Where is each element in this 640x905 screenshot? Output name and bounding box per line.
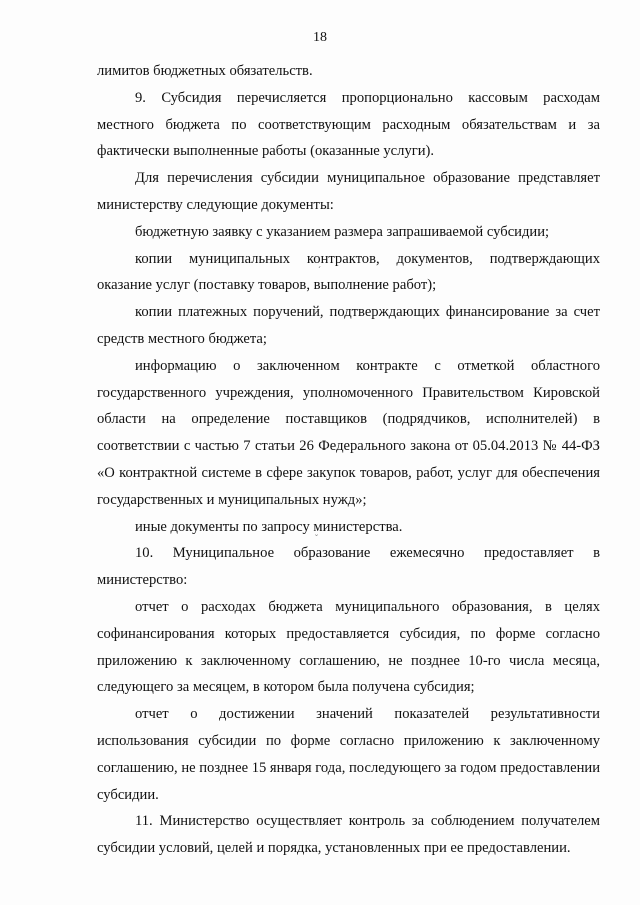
paragraph: копии платежных поручений, подтверждающих финансирование за счет средств местного бюджета; <box>97 304 600 347</box>
paragraph: копии муниципальных контрактов, документов, подтверждающих оказание услуг (поставку товаров, выполнение работ); <box>97 250 600 294</box>
paragraph: Для перечисления субсидии муниципальное образование представляет министерству следующие документы: <box>97 170 600 213</box>
stray-mark: ˘ <box>315 533 318 543</box>
paragraph: 9. Субсидия перечисляется пропорционально кассовым расходам местного бюджета по соответствующим расходным обязательствам и за фактически выполненные работы (оказанные услуги). <box>97 89 600 160</box>
paragraph: 10. Муниципальное образование ежемесячно предоставляет в министерство: <box>97 545 600 589</box>
paragraph: информацию о заключенном контракте с отметкой областного государственного учреждения, уполномоченного Правительством Кировской области на определение поставщиков (подрядчиков, исполнителей) в соответствии с частью 7 статьи 26 Федерального закона от 05.04.2013 № 44-ФЗ «О контрактной системе в сфере закупок товаров, работ, услуг для обеспечения государственных и муниципальных нужд»; <box>97 357 600 508</box>
paragraph: лимитов бюджетных обязательств. <box>97 63 313 79</box>
paragraph: иные документы по запросу министерства. <box>135 518 403 535</box>
stray-mark: ´ <box>318 265 321 275</box>
document-body <box>97 58 600 862</box>
paragraph: отчет о достижении значений показателей результативности использования субсидии по форме согласно приложению к заключенному соглашению, не позднее 15 января года, последующего за годом предоставлении субсидии. <box>97 706 601 803</box>
paragraph: 11. Министерство осуществляет контроль за соблюдением получателем субсидии условий, целей и порядка, установленных при ее предоставлении. <box>97 813 600 857</box>
paragraph: бюджетную заявку с указанием размера запрашиваемой субсидии; <box>135 223 550 240</box>
page-number: 18 <box>313 30 327 45</box>
paragraph: отчет о расходах бюджета муниципального образования, в целях софинансирования которых предоставляется субсидия, по форме согласно приложению к заключенному соглашению, не позднее 10-го числа месяца, следующего за месяцем, в котором была получена субсидия; <box>97 598 600 696</box>
